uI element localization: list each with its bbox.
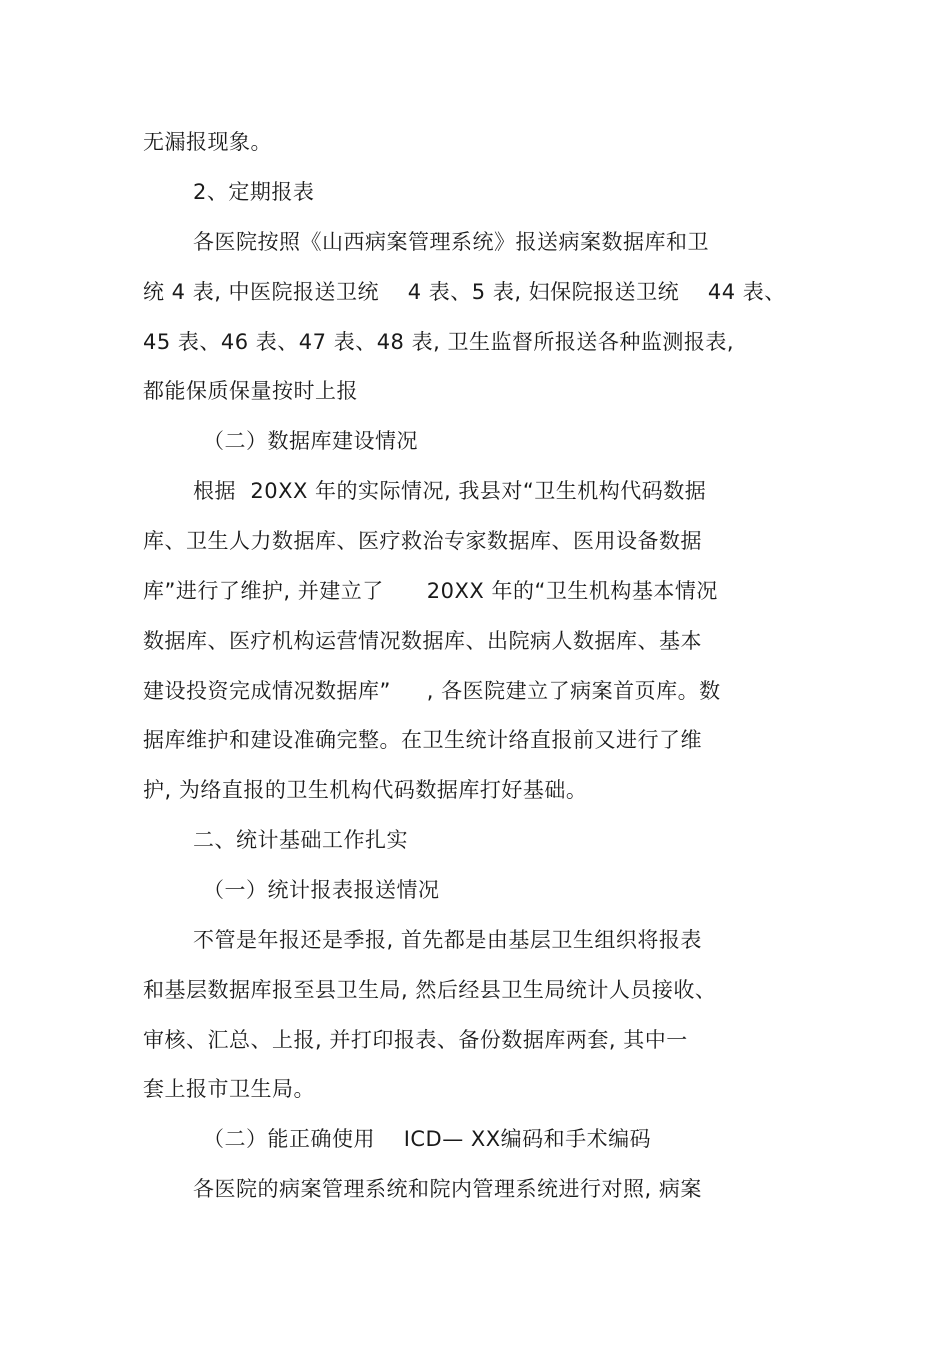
paragraph-line: 数据库、医疗机构运营情况数据库、出院病人数据库、基本	[143, 629, 702, 653]
paragraph-line: 审核、汇总、上报, 并打印报表、备份数据库两套, 其中一	[143, 1028, 688, 1052]
paragraph-line: 套上报市卫生局。	[143, 1077, 315, 1101]
paragraph-line: 库”进行了维护, 并建立了 20XX 年的“卫生机构基本情况	[143, 579, 718, 603]
section-heading: （二）能正确使用 ICD— XX编码和手术编码	[203, 1127, 652, 1151]
paragraph-line: 统 4 表, 中医院报送卫统 4 表、5 表, 妇保院报送卫统 44 表、	[143, 280, 786, 304]
paragraph-line: 和基层数据库报至县卫生局, 然后经县卫生局统计人员接收、	[143, 978, 717, 1002]
section-heading: （一）统计报表报送情况	[203, 878, 440, 902]
section-heading: 2、定期报表	[193, 180, 315, 204]
paragraph-line: 各医院的病案管理系统和院内管理系统进行对照, 病案	[193, 1177, 702, 1201]
paragraph-line: 建设投资完成情况数据库” , 各医院建立了病案首页库。数	[143, 679, 721, 703]
paragraph-line: 各医院按照《山西病案管理系统》报送病案数据库和卫	[193, 230, 709, 254]
paragraph-line: 库、卫生人力数据库、医疗救治专家数据库、医用设备数据	[143, 529, 702, 553]
paragraph-line: 护, 为络直报的卫生机构代码数据库打好基础。	[143, 778, 588, 802]
paragraph-line: 无漏报现象。	[143, 130, 272, 154]
section-heading: 二、统计基础工作扎实	[193, 828, 408, 852]
paragraph-line: 不管是年报还是季报, 首先都是由基层卫生组织将报表	[193, 928, 702, 952]
section-heading: （二）数据库建设情况	[203, 429, 418, 453]
paragraph-line: 根据 20XX 年的实际情况, 我县对“卫生机构代码数据	[193, 479, 707, 503]
paragraph-line: 据库维护和建设准确完整。在卫生统计络直报前又进行了维	[143, 728, 702, 752]
paragraph-line: 都能保质保量按时上报	[143, 379, 358, 403]
paragraph-line: 45 表、46 表、47 表、48 表, 卫生监督所报送各种监测报表,	[143, 330, 735, 354]
